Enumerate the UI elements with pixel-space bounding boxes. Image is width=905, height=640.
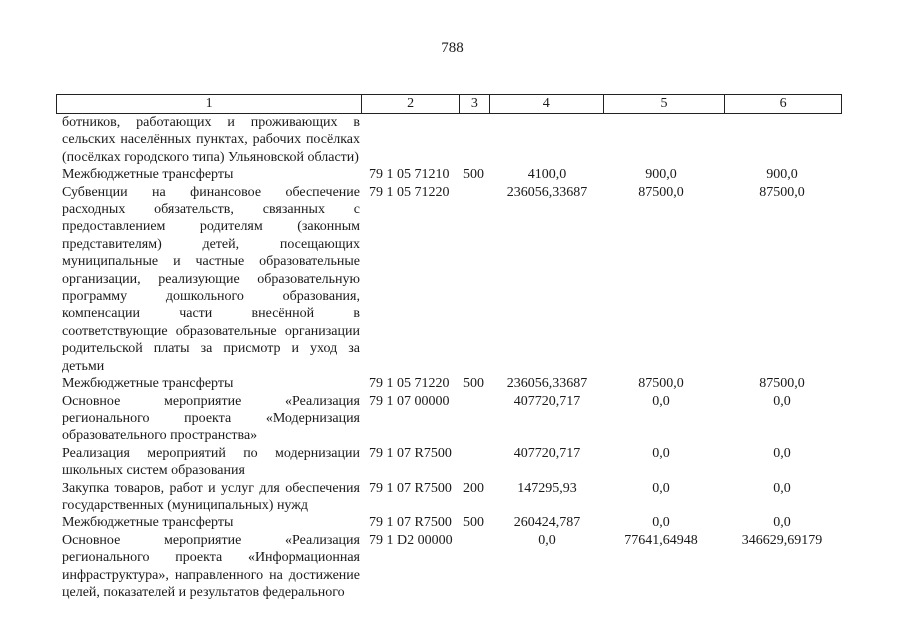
header-cell-6: 6 [779,96,787,111]
row-value-col6: 0,0 [773,393,791,409]
row-code: 79 1 05 71220 [369,184,450,200]
row-code: 79 1 07 00000 [369,393,450,409]
row-name: Межбюджетные трансферты [62,515,234,531]
row-value-col5: 87500,0 [638,184,684,200]
table-row [62,480,842,515]
header-cell-1: 1 [57,95,362,113]
row-value-col4: 407720,717 [513,445,581,461]
row-code: 79 1 07 R7500 [369,480,452,496]
row-value-col5: 0,0 [652,445,670,461]
row-expense-type: 500 [463,167,484,183]
table-body [62,114,842,601]
row-name: Субвенции на финансовое обеспечение расходных обязательств, связанных с предоставлением родителям (законным представителям) детей, посещающих муниципальные и частные образовательные организации, реализующие образовательную программу дошкольного образования, компенсации части внесённой в соответствующие образовательные организации родительской платы за присмотр и уход за детьми [62,184,360,374]
row-value-col5: 900,0 [645,167,677,183]
row-value-col5: 0,0 [652,515,670,531]
row-code: 79 1 D2 00000 [369,532,453,548]
row-code: 79 1 07 R7500 [369,445,452,461]
row-value-col6: 0,0 [773,515,791,531]
row-expense-type: 200 [463,480,484,496]
header-cell-4: 4 [490,95,604,113]
table-row [62,514,842,531]
header-cell-3: 3 [460,95,490,113]
row-code: 79 1 05 71220 [369,376,450,392]
page-number: 788 [441,40,464,56]
row-name: Межбюджетные трансферты [62,167,234,183]
header-cell-5: 5 [604,95,726,113]
row-value-col4: 407720,717 [513,393,581,409]
row-name: Основное мероприятие «Реализация регионального проекта «Информационная инфраструктура», направленного на достижение целей, показателей и результатов федерального [62,532,360,600]
row-value-col5: 0,0 [652,393,670,409]
row-value-col6: 346629,69179 [741,532,823,548]
table-row [62,393,842,445]
row-value-col4: 236056,33687 [506,184,588,200]
row-value-col5: 87500,0 [638,376,684,392]
row-value-col4: 147295,93 [517,480,577,496]
row-name: Закупка товаров, работ и услуг для обеспечения государственных (муниципальных) нужд [62,480,360,513]
row-name: Основное мероприятие «Реализация регионального проекта «Модернизация образовательного пространства» [62,393,360,444]
header-cell-2: 2 [362,95,460,113]
row-name: ботников, работающих и проживающих в сельских населённых пунктах, рабочих посёлках (посёлках городского типа) Ульяновской области) [62,115,360,165]
row-value-col4: 4100,0 [527,167,567,183]
row-value-col6: 900,0 [766,167,798,183]
row-value-col5: 0,0 [652,480,670,496]
row-value-col6: 0,0 [773,445,791,461]
row-value-col4: 0,0 [538,532,556,548]
table-row [62,114,842,166]
table-row [62,375,842,392]
row-expense-type: 500 [463,376,484,392]
row-name: Межбюджетные трансферты [62,376,234,392]
table-header [56,94,842,114]
row-name: Реализация мероприятий по модернизации школьных систем образования [62,445,360,479]
row-value-col4: 260424,787 [513,515,581,531]
row-code: 79 1 07 R7500 [369,515,452,531]
row-value-col6: 0,0 [773,480,791,496]
table-row [62,532,842,602]
row-value-col4: 236056,33687 [506,376,588,392]
row-value-col6: 87500,0 [759,184,805,200]
table-row [62,166,842,183]
row-code: 79 1 05 71210 [369,167,450,183]
table-row [62,184,842,375]
table-row [62,445,842,480]
row-value-col5: 77641,64948 [624,532,698,548]
row-value-col6: 87500,0 [759,376,805,392]
row-expense-type: 500 [463,515,484,531]
